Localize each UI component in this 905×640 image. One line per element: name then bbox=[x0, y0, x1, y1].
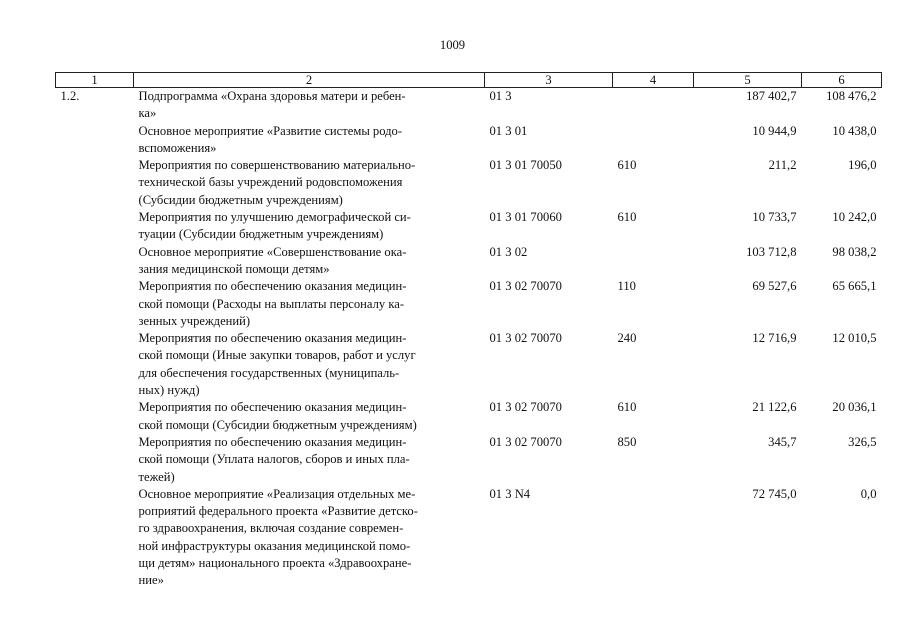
row-number: 1.2. bbox=[60, 89, 80, 103]
table-row bbox=[56, 123, 882, 158]
header-cell-3: 3 bbox=[485, 73, 613, 88]
row-name-line: Основное мероприятие «Развитие системы родо- bbox=[138, 123, 403, 138]
header-cell-2: 2 bbox=[134, 73, 485, 88]
row-name-line: Мероприятия по обеспечению оказания медицин- bbox=[138, 279, 407, 294]
table-header bbox=[56, 73, 882, 88]
row-target-code: 01 3 02 70070 bbox=[489, 331, 562, 346]
row-name-line: технической базы учреждений родовспоможения bbox=[138, 175, 403, 190]
row-number bbox=[56, 209, 134, 244]
row-target-code: 01 3 01 bbox=[489, 123, 528, 138]
row-name-line: ской помощи (Субсидии бюджетным учреждениям) bbox=[138, 417, 417, 432]
row-name-line: для обеспечения государственных (муниципаль- bbox=[138, 365, 400, 380]
row-amount-6: 108 476,2 bbox=[826, 89, 877, 103]
table-row bbox=[56, 88, 882, 123]
row-name-line: ние» bbox=[138, 573, 164, 588]
row-expense-type bbox=[613, 123, 694, 158]
row-name bbox=[134, 486, 485, 590]
row-name-line: Мероприятия по улучшению демографической си- bbox=[138, 210, 411, 225]
header-cell-4: 4 bbox=[613, 73, 694, 88]
row-name bbox=[134, 434, 485, 486]
row-target-code: 01 3 02 70070 bbox=[489, 434, 562, 449]
budget-table bbox=[55, 72, 882, 590]
row-expense-type bbox=[613, 88, 694, 123]
row-target-code: 01 3 N4 bbox=[489, 486, 531, 501]
row-amount-5: 12 716,9 bbox=[752, 331, 797, 346]
row-name bbox=[134, 330, 485, 399]
row-expense-type bbox=[613, 486, 694, 590]
row-amount-5: 10 733,7 bbox=[752, 210, 797, 225]
row-number bbox=[56, 278, 134, 330]
row-name bbox=[134, 244, 485, 279]
table-row bbox=[56, 486, 882, 590]
row-name-line: Мероприятия по обеспечению оказания медицин- bbox=[138, 400, 407, 415]
row-name-line: щи детям» национального проекта «Здравоохране- bbox=[138, 556, 412, 571]
row-number bbox=[56, 157, 134, 209]
row-name bbox=[134, 157, 485, 209]
row-name-line: вспоможения» bbox=[138, 140, 217, 155]
row-name-line: ных) нужд) bbox=[138, 383, 200, 398]
row-number bbox=[56, 399, 134, 434]
row-amount-6: 12 010,5 bbox=[832, 331, 877, 346]
row-expense-type: 240 bbox=[617, 331, 637, 346]
row-target-code: 01 3 02 70070 bbox=[489, 400, 562, 415]
row-number bbox=[56, 123, 134, 158]
row-name-line: ской помощи (Иные закупки товаров, работ и услуг bbox=[138, 348, 416, 363]
row-name-line: Мероприятия по обеспечению оказания медицин- bbox=[138, 434, 407, 449]
row-name bbox=[134, 123, 485, 158]
header-cell-1: 1 bbox=[56, 73, 134, 88]
row-name-line: тежей) bbox=[138, 469, 175, 484]
row-number bbox=[56, 434, 134, 486]
row-name-line: зания медицинской помощи детям» bbox=[138, 261, 330, 276]
row-name-line: зенных учреждений) bbox=[138, 313, 251, 328]
row-expense-type: 610 bbox=[617, 158, 637, 173]
table-row bbox=[56, 244, 882, 279]
row-amount-6: 65 665,1 bbox=[832, 279, 877, 294]
row-expense-type: 610 bbox=[617, 400, 637, 415]
header-row bbox=[56, 73, 882, 88]
row-amount-5: 345,7 bbox=[768, 434, 797, 449]
row-target-code: 01 3 02 70070 bbox=[489, 279, 562, 294]
row-name-line: Подпрограмма «Охрана здоровья матери и ребен- bbox=[138, 89, 406, 103]
row-name-line: ка» bbox=[138, 106, 157, 121]
row-amount-5: 10 944,9 bbox=[752, 123, 797, 138]
row-amount-6: 326,5 bbox=[848, 434, 877, 449]
table-row bbox=[56, 434, 882, 486]
row-target-code: 01 3 01 70060 bbox=[489, 210, 562, 225]
row-amount-5: 69 527,6 bbox=[752, 279, 797, 294]
row-name-line: роприятий федерального проекта «Развитие детско- bbox=[138, 504, 418, 519]
row-name-line: ной инфраструктуры оказания медицинской помо- bbox=[138, 538, 411, 553]
row-amount-6: 20 036,1 bbox=[832, 400, 877, 415]
header-cell-6: 6 bbox=[802, 73, 882, 88]
header-cell-5: 5 bbox=[694, 73, 802, 88]
row-name-line: Основное мероприятие «Реализация отдельных ме- bbox=[138, 486, 416, 501]
row-name-line: (Субсидии бюджетным учреждениям) bbox=[138, 192, 343, 207]
table-body bbox=[56, 88, 882, 590]
row-name-line: го здравоохранения, включая создание современ- bbox=[138, 521, 404, 536]
row-amount-6: 0,0 bbox=[860, 486, 877, 501]
row-expense-type: 610 bbox=[617, 210, 637, 225]
row-expense-type bbox=[613, 244, 694, 279]
row-name bbox=[134, 88, 485, 123]
row-name-line: Мероприятия по обеспечению оказания медицин- bbox=[138, 331, 407, 346]
row-amount-6: 196,0 bbox=[848, 158, 877, 173]
row-number bbox=[56, 244, 134, 279]
row-name bbox=[134, 278, 485, 330]
table-row bbox=[56, 157, 882, 209]
table-row bbox=[56, 330, 882, 399]
row-amount-5: 103 712,8 bbox=[746, 244, 797, 259]
row-amount-6: 10 242,0 bbox=[832, 210, 877, 225]
row-amount-5: 21 122,6 bbox=[752, 400, 797, 415]
row-name-line: Основное мероприятие «Совершенствование ока- bbox=[138, 244, 407, 259]
row-name-line: ской помощи (Расходы на выплаты персоналу ка- bbox=[138, 296, 405, 311]
table-row bbox=[56, 209, 882, 244]
row-amount-5: 72 745,0 bbox=[752, 486, 797, 501]
row-target-code: 01 3 02 bbox=[489, 244, 528, 259]
row-amount-5: 211,2 bbox=[768, 158, 797, 173]
row-name bbox=[134, 399, 485, 434]
row-name-line: Мероприятия по совершенствованию материально- bbox=[138, 158, 416, 173]
table-row bbox=[56, 278, 882, 330]
row-name-line: туации (Субсидии бюджетным учреждениям) bbox=[138, 227, 384, 242]
row-target-code: 01 3 01 70050 bbox=[489, 158, 562, 173]
row-expense-type: 110 bbox=[617, 279, 636, 294]
table-row bbox=[56, 399, 882, 434]
row-name-line: ской помощи (Уплата налогов, сборов и иных пла- bbox=[138, 452, 410, 467]
row-target-code: 01 3 bbox=[489, 89, 512, 103]
row-expense-type: 850 bbox=[617, 434, 637, 449]
row-number bbox=[56, 330, 134, 399]
row-amount-5: 187 402,7 bbox=[746, 89, 797, 103]
row-name bbox=[134, 209, 485, 244]
row-amount-6: 98 038,2 bbox=[832, 244, 877, 259]
row-number bbox=[56, 486, 134, 590]
row-amount-6: 10 438,0 bbox=[832, 123, 877, 138]
page-number: 1009 bbox=[439, 38, 466, 52]
